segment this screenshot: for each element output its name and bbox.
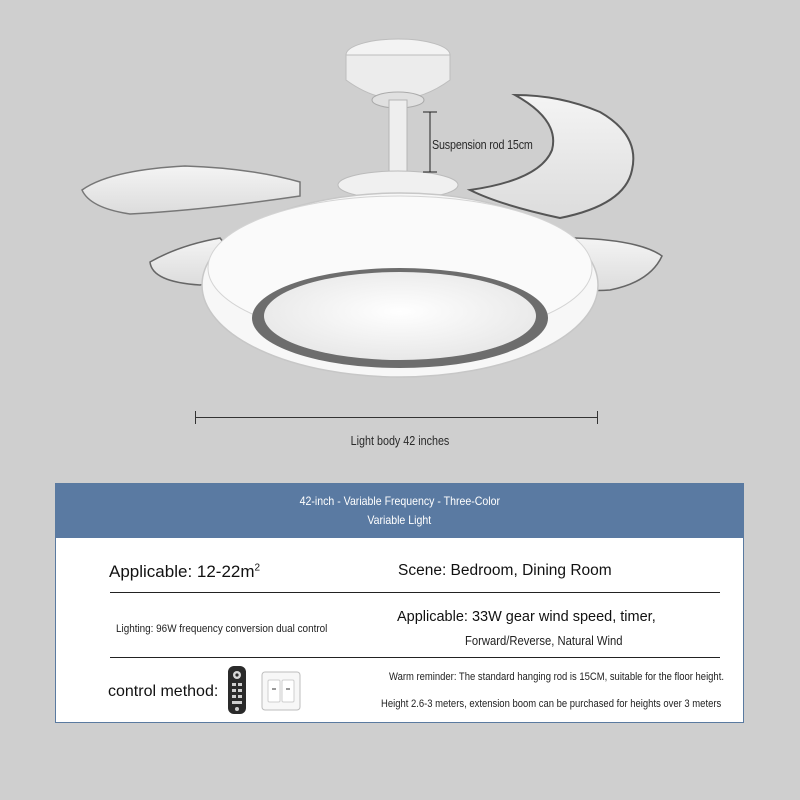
light-body-dimension-line: [195, 417, 598, 418]
warm-reminder-text: Warm reminder: The standard hanging rod is 15CM, suitable for the floor height.: [389, 671, 724, 683]
lighting-text: Lighting: 96W frequency conversion dual control: [116, 623, 328, 635]
spec-card: [55, 483, 744, 723]
wall-switch-icon: [261, 671, 301, 711]
light-body-label: Light body 42 inches: [350, 434, 450, 448]
scene-text: Scene: Bedroom, Dining Room: [398, 562, 612, 579]
applicable-area: Applicable: $12-22m^2$: [109, 562, 261, 581]
spec-row-control: [56, 658, 745, 724]
height-note-text: Height 2.6-3 meters, extension boom can be purchased for heights over 3 meters: [381, 698, 722, 710]
spec-header: [56, 484, 743, 538]
remote-control-icon: [226, 664, 248, 716]
control-method-label: control method:: [108, 683, 219, 700]
wind-modes-text: Forward/Reverse, Natural Wind: [465, 634, 623, 648]
spec-row-lighting: [56, 593, 745, 657]
suspension-rod-label: Suspension rod 15cm: [432, 138, 533, 152]
spec-row-applicable: [56, 538, 745, 592]
wind-speed-text: Applicable: 33W gear wind speed, timer,: [397, 609, 656, 625]
spec-header-line1: 42-inch - Variable Frequency - Three-Color: [299, 494, 500, 508]
spec-header-line2: Variable Light: [367, 513, 432, 527]
